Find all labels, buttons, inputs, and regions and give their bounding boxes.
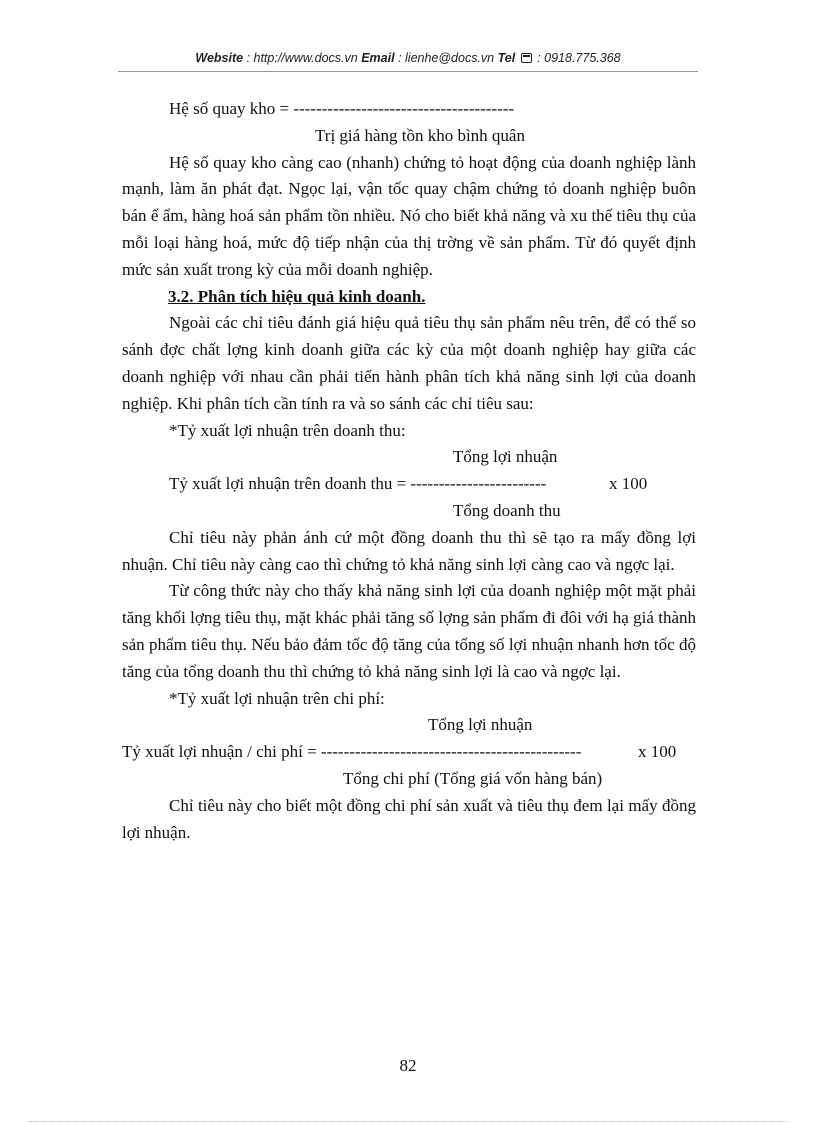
document-body	[122, 96, 696, 846]
email-value: : lienhe@docs.vn	[398, 51, 495, 65]
formula-stock-turnover-denominator: Trị giá hàng tồn kho bình quân	[315, 125, 525, 145]
tel-value: : 0918.775.368	[537, 51, 621, 65]
page-bottom-dotted-line	[28, 1121, 788, 1122]
formula-revenue-numerator: Tổng lợi nhuận	[453, 447, 558, 467]
formula-cost-left: Tỷ xuất lợi nhuận / chi phí = ----------------------------------------------	[122, 742, 582, 762]
formula-revenue-denominator-row	[122, 498, 696, 525]
paragraph-revenue-meaning: Chỉ tiêu này phản ánh cứ một đồng doanh thu thì sẽ tạo ra mấy đồng lợi nhuận. Chỉ tiêu này càng cao thì chứng tỏ khả năng sinh lợi càng cao và ngợc lại.	[122, 527, 696, 574]
section-heading: 3.2. Phân tích hiệu quả kinh doanh.	[168, 286, 426, 306]
formula-cost-row	[122, 739, 696, 766]
formula-revenue-row	[122, 471, 696, 498]
formula-revenue-left: Tỷ xuất lợi nhuận trên doanh thu = ------------------------	[169, 474, 547, 494]
email-label: Email	[361, 51, 395, 65]
paragraph-stock-turnover: Hệ số quay kho càng cao (nhanh) chứng tỏ hoạt động của doanh nghiệp lành mạnh, làm ăn phát đạt. Ngọc lại, vận tốc quay chậm chứng tỏ doanh nghiệp buôn bán ế ẩm, hàng hoá sản phẩm tồn nhiều. Nó cho biết khả năng và xu thế tiêu thụ của mỗi loại hàng hoá, mức độ tiếp nhận của thị trờng về sản phẩm. Từ đó quyết định mức sản xuất trong kỳ của mỗi doanh nghiệp.	[122, 152, 696, 279]
item-profit-on-cost-title: *Tỷ xuất lợi nhuận trên chi phí:	[169, 688, 385, 708]
website-value: : http://www.docs.vn	[246, 51, 358, 65]
formula-cost-numerator: Tổng lợi nhuận	[428, 715, 533, 735]
page-header	[118, 51, 698, 65]
formula-cost-multiplier: x 100	[638, 742, 677, 762]
paragraph-cost-meaning: Chỉ tiêu này cho biết một đồng chi phí sản xuất và tiêu thụ đem lại mấy đồng lợi nhuận.	[122, 795, 696, 842]
formula-cost-denominator-row	[122, 766, 696, 793]
website-label: Website	[195, 51, 244, 65]
tel-label: Tel	[497, 51, 516, 65]
formula-revenue-numerator-row	[122, 444, 696, 471]
formula-stock-turnover	[122, 96, 696, 123]
formula-revenue-denominator: Tổng doanh thu	[453, 500, 561, 520]
page-number: 82	[399, 1056, 417, 1075]
header-rule	[118, 71, 698, 72]
paragraph-profitability-intro: Ngoài các chỉ tiêu đánh giá hiệu quả tiêu thụ sản phẩm nêu trên, để có thể so sánh đợc chất lợng kinh doanh giữa các kỳ của một doanh nghiệp hay giữa các doanh nghiệp với nhau cần phải tiến hành phân tích khả năng sinh lợi của doanh nghiệp. Khi phân tích cần tính ra và so sánh các chỉ tiêu sau:	[122, 313, 696, 413]
formula-cost-denominator: Tổng chi phí (Tổng giá vốn hàng bán)	[343, 768, 603, 788]
formula-revenue-multiplier: x 100	[609, 474, 648, 494]
item-profit-on-revenue-title: *Tỷ xuất lợi nhuận trên doanh thu:	[169, 420, 406, 440]
formula-stock-turnover-left: Hệ số quay kho = ---------------------------------------	[169, 99, 515, 118]
paragraph-formula-analysis: Từ công thức này cho thấy khả năng sinh lợi của doanh nghiệp một mặt phải tăng khối lợng tiêu thụ, mặt khác phải tăng số lợng sản phẩm đi đôi với hạ giá thành sản phẩm tiêu thụ. Nếu bảo đảm tốc độ tăng của tổng số lợi nhuận nhanh hơn tốc độ tăng của tổng doanh thu thì chứng tỏ khả năng sinh lợi là cao và ngợc lại.	[122, 581, 696, 681]
phone-icon	[521, 53, 532, 63]
formula-cost-numerator-row	[122, 712, 696, 739]
formula-stock-turnover-denominator-row	[122, 123, 696, 150]
